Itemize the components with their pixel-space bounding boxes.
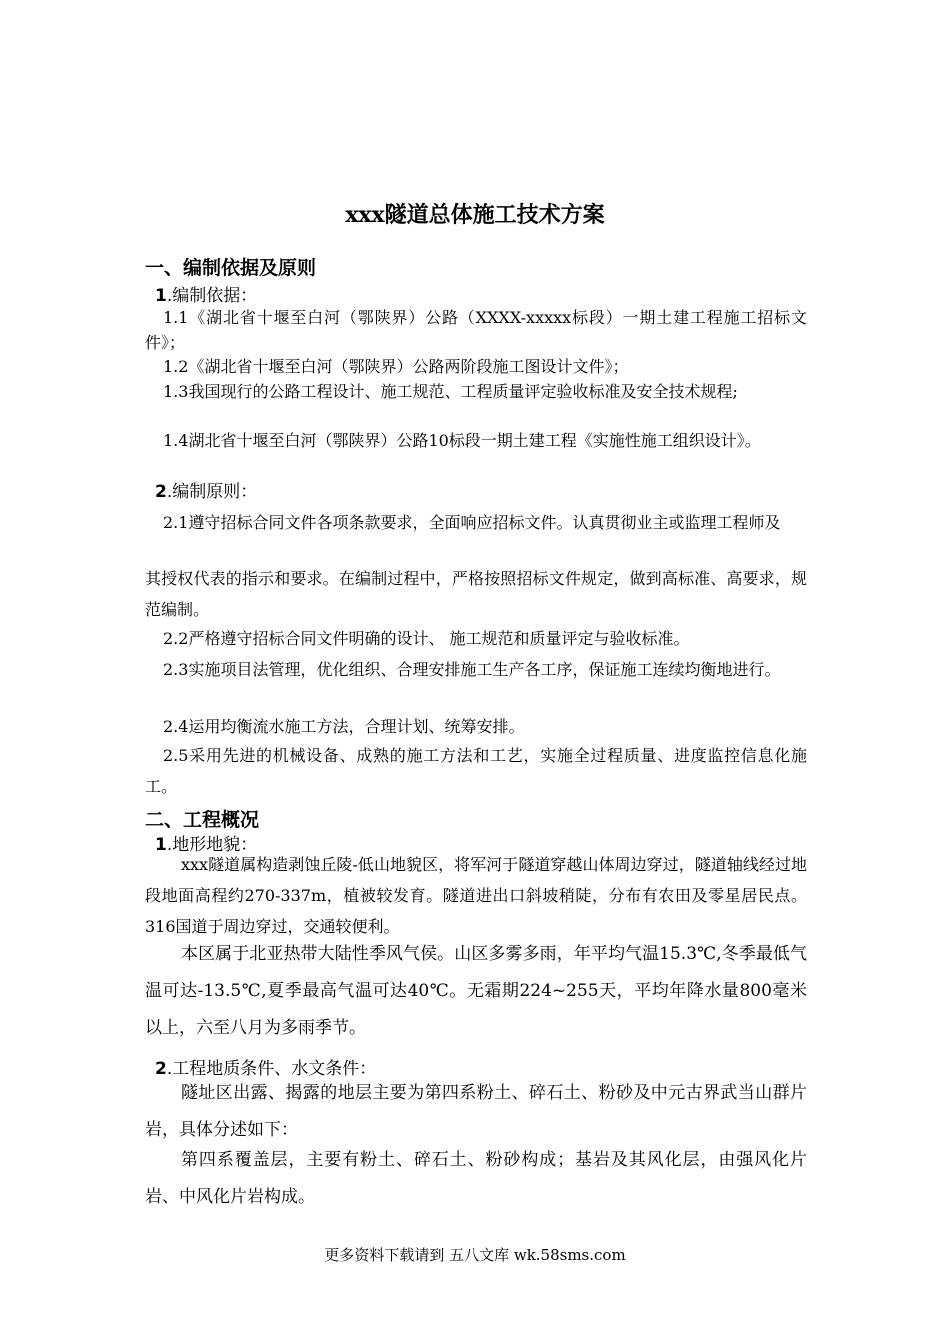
section1-sub2-heading [155,477,257,502]
section1-sub1-number: 1 [155,286,167,306]
section1-sub2-label: .编制原则： [166,482,258,502]
section1-sub1-label: .编制依据： [166,286,258,306]
climate-paragraph: 本区属于北亚热带大陆性季风气侯。山区多雾多雨，年平均气温15.3℃,冬季最低气温可达-13.5℃,夏季最高气温可达40℃。无霜期224~255天，平均年降水量800毫米以上，六至八月为多雨季节。 [145,944,807,1038]
principle-item-2-1b: 其授权代表的指示和要求。在编制过程中，严格按照招标文件规定，做到高标准、高要求，规范编制。 [145,569,807,619]
principle-item-2-3: 2.3实施项目法管理，优化组织、合理安排施工生产各工序，保证施工连续均衡地进行。 [163,660,781,679]
section2-sub2-label: .工程地质条件、水文条件： [166,1059,377,1079]
section2-sub2-number: 2 [155,1059,167,1079]
section2-sub1-number: 1 [155,835,167,855]
basis-item-1-3: 1.3我国现行的公路工程设计、施工规范、工程质量评定验收标准及安全技术规程; [163,382,738,401]
geology-paragraph-1: 隧址区出露、揭露的地层主要为第四系粉土、碎石土、粉砂及中元古界武当山群片岩，具体分述如下： [145,1083,807,1140]
section2-sub1-label: .地形地貌： [166,835,258,855]
footer-text: 更多资料下载请到 五八文库 wk.58sms.com [324,1246,626,1264]
section1-heading: 一、编制依据及原则 [145,257,317,279]
document-title: xxx隧道总体施工技术方案 [345,202,605,228]
section1-sub1-heading [155,281,257,306]
principle-item-2-4: 2.4运用均衡流水施工方法，合理计划、统筹安排。 [163,717,525,736]
principle-item-2-5: 2.5采用先进的机械设备、成熟的施工方法和工艺，实施全过程质量、进度监控信息化施工。 [145,746,807,796]
terrain-paragraph: xxx隧道属构造剥蚀丘陵-低山地貌区，将军河于隧道穿越山体周边穿过，隧道轴线经过地段地面高程约270-337m，植被较发育。隧道进出口斜坡稍陡，分布有农田及零星居民点。316国道于周边穿过，交通较便利。 [145,855,807,936]
geology-paragraph-2: 第四系覆盖层，主要有粉土、碎石土、粉砂构成；基岩及其风化层，由强风化片岩、中风化片岩构成。 [145,1150,807,1207]
principle-item-2-2: 2.2严格遵守招标合同文件明确的设计、 施工规范和质量评定与验收标准。 [163,629,690,648]
basis-item-1-1: 1.1《湖北省十堰至白河（鄂陕界）公路（XXXX-xxxxx标段）一期土建工程施工招标文件》； [145,308,807,352]
section2-heading: 二、工程概况 [145,809,260,831]
principle-item-2-1a: 2.1遵守招标合同文件各项条款要求，全面响应招标文件。认真贯彻业主或监理工程师及 [163,513,781,532]
section1-sub2-number: 2 [155,482,167,502]
basis-item-1-4: 1.4湖北省十堰至白河（鄂陕界）公路10标段一期土建工程《实施性施工组织设计》。 [163,431,761,450]
basis-item-1-2: 1.2《湖北省十堰至白河（鄂陕界）公路两阶段施工图设计文件》； [163,357,629,376]
